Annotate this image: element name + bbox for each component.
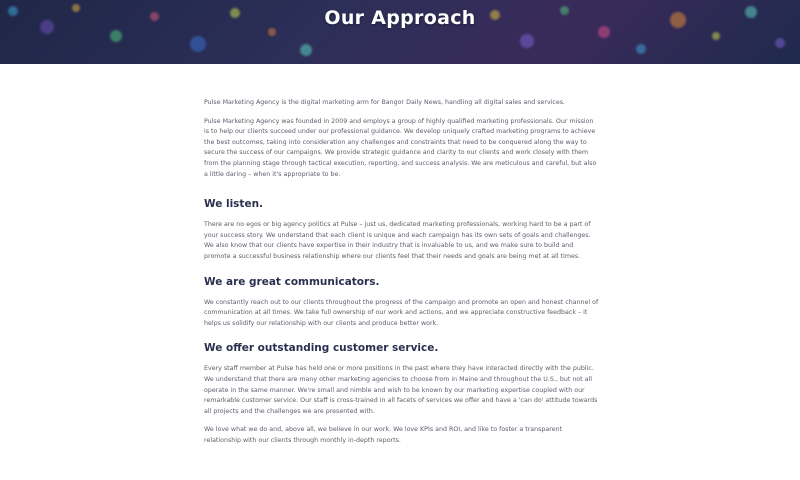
- bokeh-light: [520, 34, 534, 48]
- about-paragraph: Pulse Marketing Agency was founded in 2009 and employs a group of highly qualified marketing professionals. Our mission is to help our clients succeed under our professional guidance. We develop uniquely crafted marketing programs to achieve the best outcomes, taking into consideration any challenges and constraints that need to be conquered along the way to secure the success of our campaigns. We provide strategic guidance and clarity to our clients and work closely with them from the planning stage through tactical execution, reporting, and success analysis. We are meticulous and careful, but also a little daring – when it's appropriate to be.: [204, 117, 597, 178]
- section-heading-communicators: We are great communicators.: [204, 275, 380, 288]
- page-title: Our Approach: [324, 7, 476, 29]
- section-paragraph: Every staff member at Pulse has held one or more positions in the past where they have interacted directly with the public. We understand that there are many other marketing agencies to choose from in Maine and throughout the U.S., but not all operate in the same manner. We're small and nimble and wish to be known by our marketing expertise coupled with our remarkable customer service. Our staff is cross-trained in all facets of services we offer and have a 'can do' attitude towards all projects and the challenges we are presented with.: [204, 365, 598, 415]
- main-content: [204, 98, 600, 454]
- bokeh-light: [300, 44, 312, 56]
- bokeh-light: [712, 32, 720, 40]
- section-paragraph: There are no egos or big agency politics at Pulse – just us, dedicated marketing professionals, working hard to be a part of your success story. We understand that each client is unique and each campaign has its own sets of goals and challenges. We also know that our clients have expertise in their industry that is invaluable to us, and we make sure to build and promote a successful business relationship where our clients feel that their needs and goals are being met at all times.: [204, 221, 591, 260]
- bokeh-light: [636, 44, 646, 54]
- bokeh-light: [190, 36, 206, 52]
- section-heading-listen: We listen.: [204, 198, 264, 211]
- hero-banner: [0, 0, 800, 64]
- section-paragraph: We constantly reach out to our clients throughout the progress of the campaign and promote an open and honest channel of communication at all times. We take full ownership of our work and actions, and we appreciate constructive feedback – it helps us solidify our relationship with our clients and produce better work.: [204, 298, 599, 327]
- intro-paragraph: Pulse Marketing Agency is the digital marketing arm for Bangor Daily News, handling all digital sales and services.: [204, 99, 566, 106]
- section-paragraph: We love what we do and, above all, we believe in our work. We love KPIs and ROI, and like to foster a transparent relationship with our clients through monthly in-depth reports.: [204, 426, 563, 444]
- bokeh-light: [775, 38, 785, 48]
- section-heading-customer-service: We offer outstanding customer service.: [204, 342, 439, 355]
